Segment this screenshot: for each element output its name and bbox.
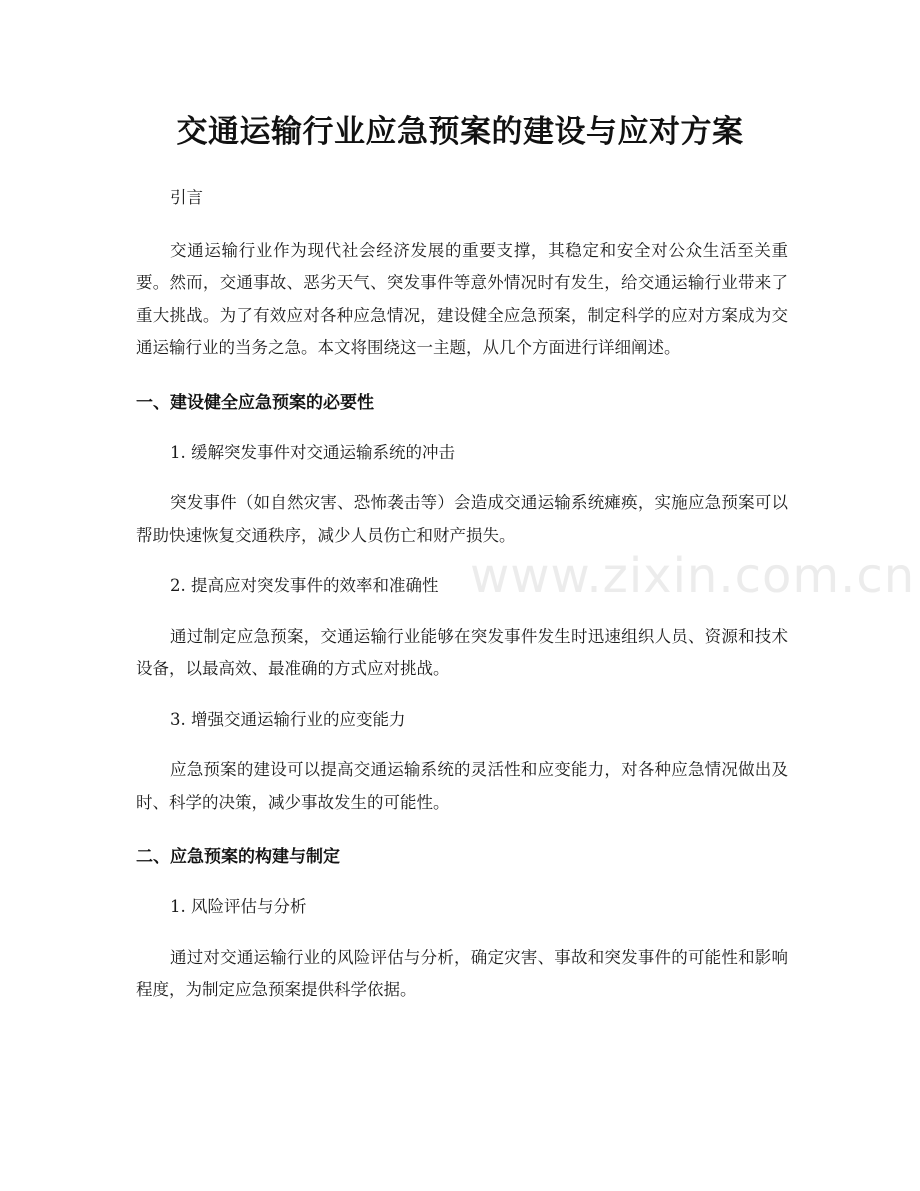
section-paragraph: 应急预案的建设可以提高交通运输系统的灵活性和应变能力，对各种应急情况做出及时、科学的决策，减少事故发生的可能性。 (136, 760, 788, 812)
section-heading: 一、建设健全应急预案的必要性 (136, 392, 374, 413)
document-body (136, 182, 788, 1007)
intro-heading: 引言 (170, 188, 203, 207)
document-title: 交通运输行业应急预案的建设与应对方案 (176, 114, 744, 150)
section-subheading: 1. 风险评估与分析 (170, 897, 307, 916)
watermark: www.zixin.com.cn (470, 548, 916, 604)
section-paragraph: 通过制定应急预案，交通运输行业能够在突发事件发生时迅速组织人员、资源和技术设备，以最高效、最准确的方式应对挑战。 (136, 626, 788, 678)
section-subheading: 2. 提高应对突发事件的效率和准确性 (170, 576, 439, 595)
section-paragraph: 通过对交通运输行业的风险评估与分析，确定灾害、事故和突发事件的可能性和影响程度，为制定应急预案提供科学依据。 (136, 947, 788, 999)
section-subheading: 1. 缓解突发事件对交通运输系统的冲击 (170, 442, 455, 462)
section-heading: 二、应急预案的构建与制定 (136, 847, 340, 867)
section-subheading: 3. 增强交通运输行业的应变能力 (170, 709, 406, 729)
section-paragraph: 突发事件（如自然灾害、恐怖袭击等）会造成交通运输系统瘫痪，实施应急预案可以帮助快速恢复交通秩序，减少人员伤亡和财产损失。 (136, 493, 788, 545)
intro-paragraph: 交通运输行业作为现代社会经济发展的重要支撑，其稳定和安全对公众生活至关重要。然而，交通事故、恶劣天气、突发事件等意外情况时有发生，给交通运输行业带来了重大挑战。为了有效应对各种应急情况，建设健全应急预案，制定科学的应对方案成为交通运输行业的当务之急。本文将围绕这一主题，从几个方面进行详细阐述。 (136, 240, 788, 357)
